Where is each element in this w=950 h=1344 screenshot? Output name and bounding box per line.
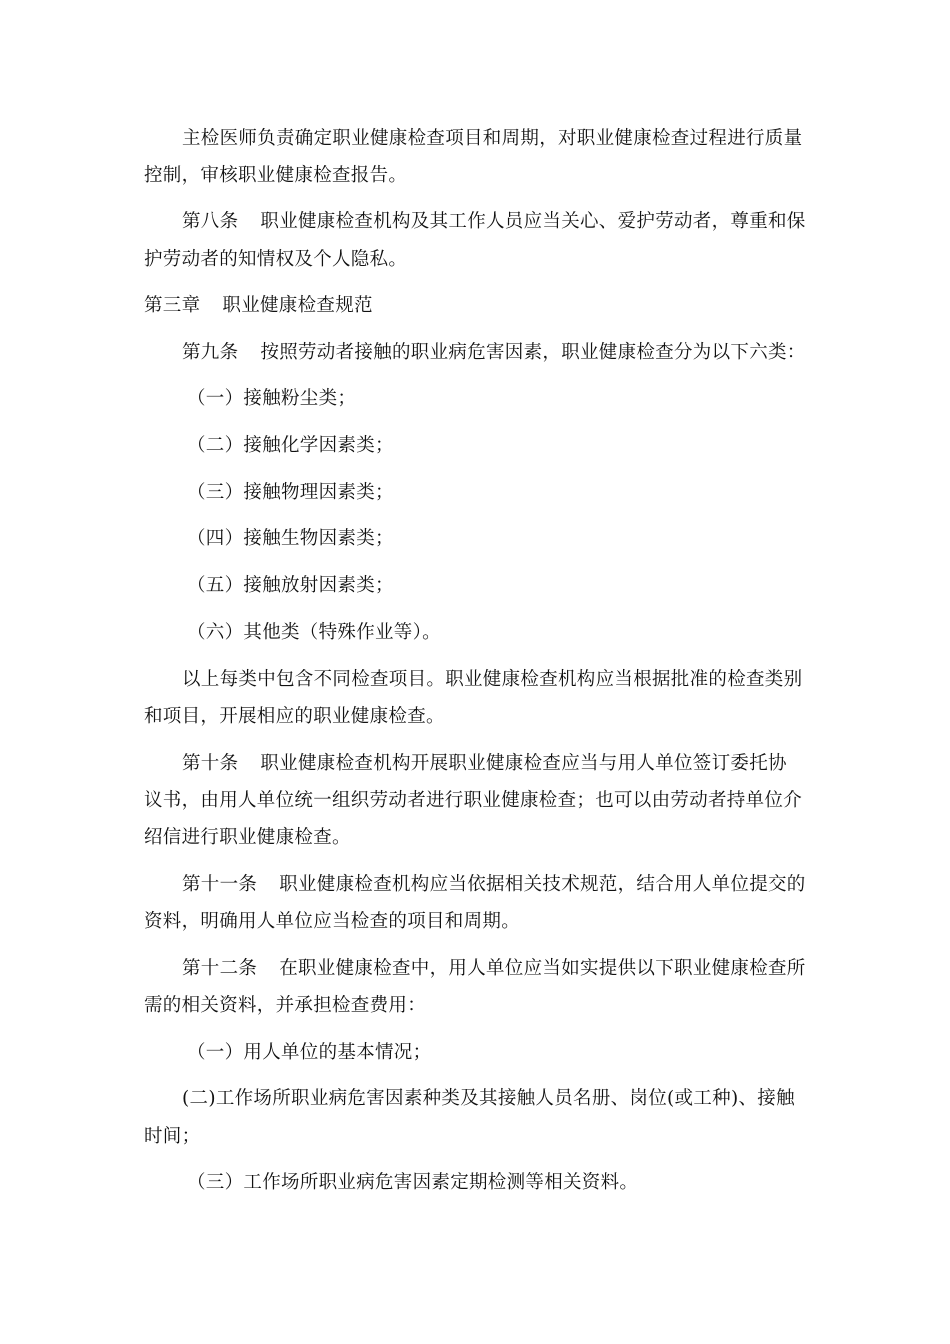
list-item: （六）其他类（特殊作业等）。: [187, 622, 441, 643]
article-9: [182, 341, 806, 365]
article-text: 职业健康检查机构及其工作人员应当关心、爱护劳动者，尊重和保: [260, 211, 806, 232]
list-item: （四）接触生物因素类；: [187, 528, 394, 549]
article-text: 按照劳动者接触的职业病危害因素，职业健康检查分为以下六类：: [260, 342, 806, 363]
list-item: （一）接触粉尘类；: [187, 388, 357, 409]
list-item: （一）用人单位的基本情况；: [187, 1042, 432, 1063]
paragraph-line: 以上每类中包含不同检查项目。职业健康检查机构应当根据批准的检查类别: [182, 669, 803, 690]
article-label: 第十二条: [182, 958, 258, 979]
list-item: （二）接触化学因素类；: [187, 435, 394, 456]
article-text: 职业健康检查机构开展职业健康检查应当与用人单位签订委托协: [260, 753, 787, 774]
article-label: 第十条: [182, 753, 239, 774]
article-12: [182, 957, 806, 981]
chapter-title: 职业健康检查规范: [222, 295, 373, 316]
chapter-label: 第三章: [144, 295, 201, 316]
chapter-heading: [144, 294, 373, 318]
paragraph-line: 和项目，开展相应的职业健康检查。: [144, 706, 445, 727]
paragraph-line: 控制，审核职业健康检查报告。: [144, 165, 408, 186]
paragraph-line: 绍信进行职业健康检查。: [144, 827, 351, 848]
article-label: 第八条: [182, 211, 239, 232]
paragraph-line: 议书，由用人单位统一组织劳动者进行职业健康检查；也可以由劳动者持单位介: [144, 790, 803, 811]
article-text: 在职业健康检查中，用人单位应当如实提供以下职业健康检查所: [279, 958, 806, 979]
article-11: [182, 873, 806, 897]
article-label: 第九条: [182, 342, 239, 363]
article-label: 第十一条: [182, 874, 258, 895]
paragraph-line: 时间；: [144, 1126, 201, 1147]
article-8: [182, 210, 806, 234]
paragraph-line: 资料，明确用人单位应当检查的项目和周期。: [144, 911, 521, 932]
paragraph-line: 需的相关资料，并承担检查费用：: [144, 995, 427, 1016]
paragraph-line: 主检医师负责确定职业健康检查项目和周期，对职业健康检查过程进行质量: [182, 128, 803, 149]
list-item: （三）接触物理因素类；: [187, 482, 394, 503]
article-text: 职业健康检查机构应当依据相关技术规范，结合用人单位提交的: [279, 874, 806, 895]
list-item: （三）工作场所职业病危害因素定期检测等相关资料。: [187, 1172, 639, 1193]
paragraph-line: 护劳动者的知情权及个人隐私。: [144, 249, 408, 270]
list-item: （五）接触放射因素类；: [187, 575, 394, 596]
article-10: [182, 752, 787, 776]
list-item: (二)工作场所职业病危害因素种类及其接触人员名册、岗位(或工种)、接触: [182, 1088, 795, 1109]
